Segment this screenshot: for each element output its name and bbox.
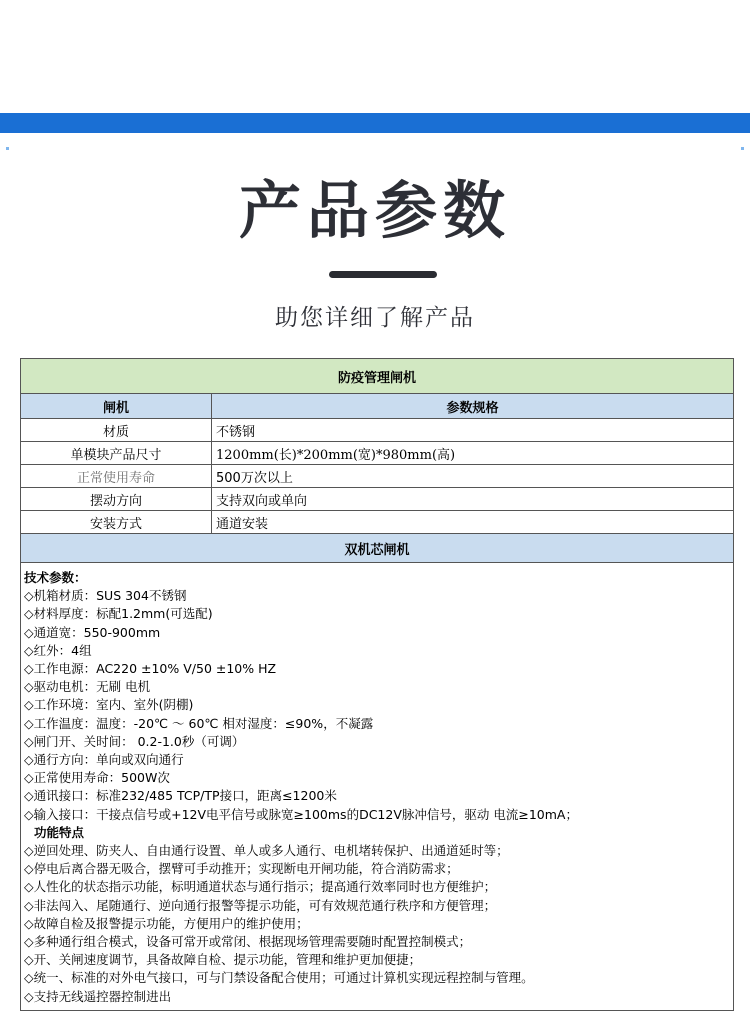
row-label: 正常使用寿命 [21, 465, 212, 488]
tech-params-list [24, 587, 730, 824]
table-row [21, 442, 734, 465]
list-item: ◇驱动电机：无刷 电机 [24, 679, 151, 695]
table-row [21, 488, 734, 511]
row-value: 500万次以上 [212, 465, 734, 488]
spec-table [20, 358, 734, 1011]
row-value: 不锈钢 [212, 419, 734, 442]
row-value: 支持双向或单向 [212, 488, 734, 511]
list-item: ◇人性化的状态指示功能，标明通道状态与通行指示；提高通行效率同时也方便维护； [24, 879, 497, 895]
row-value: 通道安装 [212, 511, 734, 534]
details-cell [21, 563, 734, 1011]
tech-heading: 技术参数： [24, 570, 87, 585]
list-item: ◇通讯接口：标准232/485 TCP/TP接口，距离≤1200米 [24, 788, 337, 804]
details-row [21, 563, 734, 1011]
left-corner-mark [6, 147, 9, 150]
list-item: ◇停电后离合器无吸合，摆臂可手动推开；实现断电开闸功能，符合消防需求； [24, 861, 459, 877]
features-list [24, 842, 730, 1006]
table-row [21, 511, 734, 534]
list-item: ◇开、关闸速度调节，具备故障自检、提示功能，管理和维护更加便捷； [24, 952, 422, 968]
product-title-row [21, 359, 734, 394]
table-row [21, 419, 734, 442]
list-item: ◇输入接口：干接点信号或+12V电平信号或脉宽≥100ms的DC12V脉冲信号，驱动 电流≥10mA； [24, 806, 578, 822]
row-label: 单模块产品尺寸 [21, 442, 212, 465]
list-item: ◇闸门开、关时间： 0.2-1.0秒（可调） [24, 733, 245, 749]
list-item: ◇红外：4组 [24, 642, 92, 658]
product-title: 防疫管理闸机 [21, 359, 734, 394]
list-item: ◇非法闯入、尾随通行、逆向通行报警等提示功能，可有效规范通行秩序和方便管理； [24, 897, 497, 913]
row-label: 摆动方向 [21, 488, 212, 511]
row-label: 材质 [21, 419, 212, 442]
table-row [21, 465, 734, 488]
page-subtitle: 助您详细了解产品 [275, 305, 475, 331]
list-item: ◇逆回处理、防夹人、自由通行设置、单人或多人通行、电机堵转保护、出通道延时等； [24, 843, 509, 859]
section-title: 双机芯闸机 [21, 534, 734, 563]
title-underline [329, 271, 437, 278]
section-header-row [21, 534, 734, 563]
row-value: 1200mm(长)*200mm(宽)*980mm(高) [212, 442, 734, 465]
right-corner-mark [741, 147, 744, 150]
list-item: ◇故障自检及报警提示功能，方便用户的维护使用； [24, 915, 309, 931]
list-item: ◇统一、标准的对外电气接口，可与门禁设备配合使用；可通过计算机实现远程控制与管理。 [24, 970, 534, 986]
list-item: ◇工作温度：温度：-20℃ ～ 60℃ 相对湿度：≤90%，不凝露 [24, 715, 374, 731]
col-header-gate: 闸机 [21, 394, 212, 419]
row-label: 安装方式 [21, 511, 212, 534]
features-heading: 功能特点 [34, 824, 85, 840]
list-item: ◇多种通行组合模式，设备可常开或常闭、根据现场管理需要随时配置控制模式； [24, 934, 472, 950]
list-item: ◇机箱材质：SUS 304不锈钢 [24, 588, 187, 604]
col-header-spec: 参数规格 [212, 394, 734, 419]
column-header-row [21, 394, 734, 419]
list-item: ◇材料厚度：标配1.2mm(可选配) [24, 606, 213, 622]
list-item: ◇工作电源：AC220 ±10% V/50 ±10% HZ [24, 661, 277, 677]
list-item: ◇支持无线遥控器控制进出 [24, 988, 172, 1004]
list-item: ◇正常使用寿命：500W次 [24, 770, 170, 786]
page-title: 产品参数 [238, 174, 511, 247]
list-item: ◇工作环境：室内、室外(阴棚) [24, 697, 194, 713]
top-blue-band [0, 113, 750, 133]
list-item: ◇通行方向：单向或双向通行 [24, 752, 184, 768]
list-item: ◇通道宽：550-900mm [24, 624, 161, 640]
